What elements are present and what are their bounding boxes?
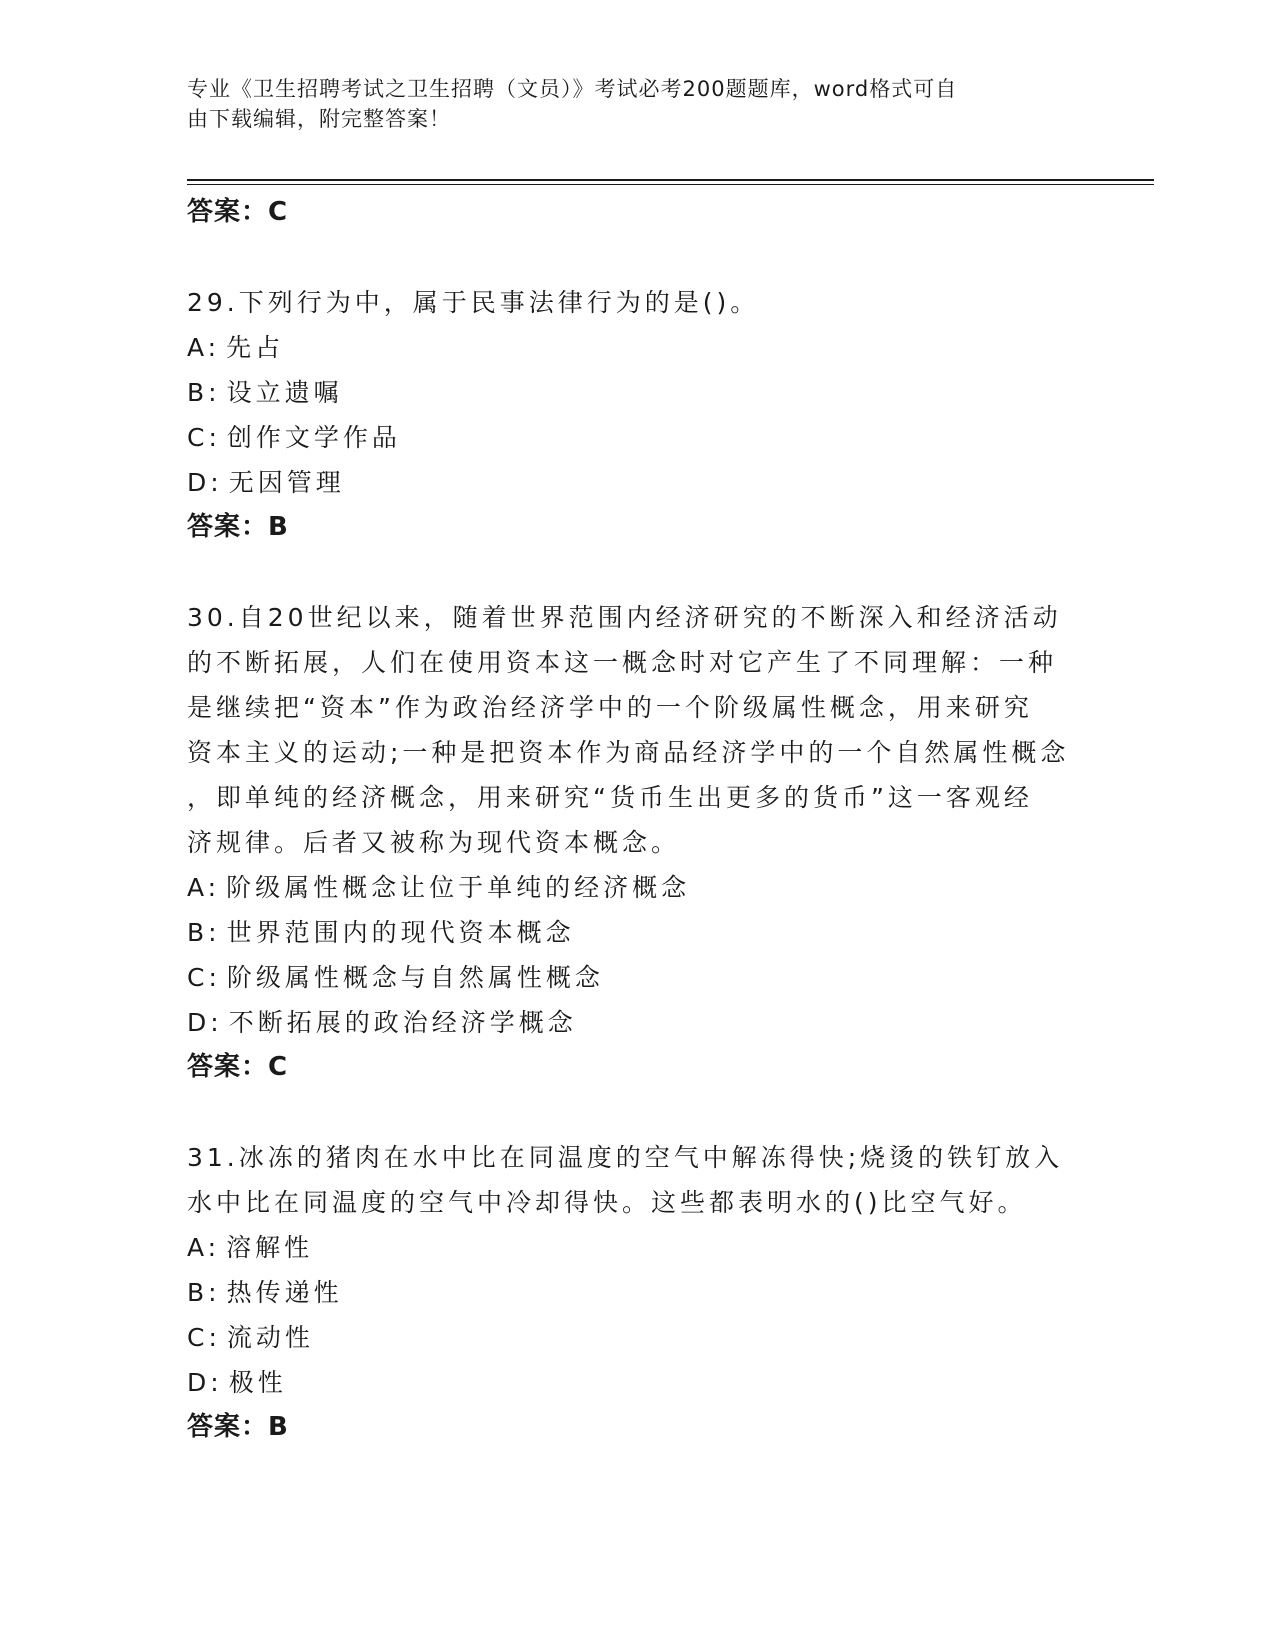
- document-body: [187, 190, 1087, 1450]
- option-text: 阶级属性概念与自然属性概念: [226, 963, 604, 992]
- option-letter: C:: [187, 423, 221, 452]
- option-letter: D:: [187, 468, 223, 497]
- option-d: [187, 1000, 1087, 1045]
- question-stem-line: 济规律。后者又被称为现代资本概念。: [187, 828, 681, 857]
- option-letter: A:: [187, 1233, 221, 1262]
- option-text: 世界范围内的现代资本概念: [226, 918, 575, 947]
- question-stem-line: 资本主义的运动;一种是把资本作为商品经济学中的一个自然属性概念: [187, 738, 1070, 767]
- option-b: [187, 910, 1087, 955]
- question-29: [187, 280, 1087, 550]
- option-text: 先占: [226, 333, 285, 362]
- option-a: [187, 325, 1087, 370]
- option-c: [187, 415, 1087, 460]
- header-line-1: 专业《卫生招聘考试之卫生招聘（文员）》考试必考200题题库，word格式可自: [187, 77, 958, 101]
- option-b: [187, 370, 1087, 415]
- answer-line: 答案：B: [187, 512, 289, 542]
- option-b: [187, 1270, 1087, 1315]
- option-letter: A:: [187, 333, 221, 362]
- option-c: [187, 1315, 1087, 1360]
- answer-line: 答案：B: [187, 1412, 289, 1442]
- option-text: 极性: [228, 1368, 287, 1397]
- option-letter: C:: [187, 963, 221, 992]
- spacer: [187, 235, 1087, 280]
- spacer: [187, 1090, 1087, 1135]
- question-stem-line: 30.自20世纪以来，随着世界范围内经济研究的不断深入和经济活动: [187, 603, 1062, 632]
- option-letter: A:: [187, 873, 221, 902]
- option-c: [187, 955, 1087, 1000]
- document-header: [187, 74, 1067, 134]
- header-divider-thin: [187, 184, 1154, 185]
- question-stem: [187, 280, 1087, 325]
- spacer: [187, 550, 1087, 595]
- option-letter: D:: [187, 1368, 223, 1397]
- question-30: [187, 595, 1087, 1090]
- question-stem-line: 的不断拓展，人们在使用资本这一概念时对它产生了不同理解：一种: [187, 648, 1058, 677]
- question-stem-line: 水中比在同温度的空气中冷却得快。这些都表明水的()比空气好。: [187, 1188, 1027, 1217]
- answer-line: 答案：C: [187, 1052, 289, 1082]
- option-a: [187, 865, 1087, 910]
- question-stem-line: ，即单纯的经济概念，用来研究“货币生出更多的货币”这一客观经: [187, 783, 1033, 812]
- question-stem-line: 29.下列行为中，属于民事法律行为的是()。: [187, 288, 760, 317]
- option-text: 流动性: [226, 1323, 314, 1352]
- header-line-2: 由下载编辑，附完整答案！: [187, 107, 451, 131]
- option-letter: C:: [187, 1323, 221, 1352]
- option-d: [187, 460, 1087, 505]
- question-stem-line: 31.冰冻的猪肉在水中比在同温度的空气中解冻得快;烧烫的铁钉放入: [187, 1143, 1064, 1172]
- question-stem-line: 是继续把“资本”作为政治经济学中的一个阶级属性概念，用来研究: [187, 693, 1033, 722]
- previous-answer: 答案：C: [187, 197, 289, 227]
- header-divider: [187, 179, 1154, 181]
- option-text: 无因管理: [228, 468, 345, 497]
- option-letter: B:: [187, 1278, 221, 1307]
- option-text: 溶解性: [226, 1233, 314, 1262]
- option-text: 热传递性: [226, 1278, 343, 1307]
- option-text: 设立遗嘱: [226, 378, 343, 407]
- option-a: [187, 1225, 1087, 1270]
- option-text: 创作文学作品: [226, 423, 401, 452]
- question-stem: [187, 595, 1087, 865]
- option-letter: D:: [187, 1008, 223, 1037]
- option-letter: B:: [187, 378, 221, 407]
- question-stem: [187, 1135, 1087, 1225]
- option-letter: B:: [187, 918, 221, 947]
- option-text: 阶级属性概念让位于单纯的经济概念: [226, 873, 691, 902]
- question-31: [187, 1135, 1087, 1450]
- option-text: 不断拓展的政治经济学概念: [228, 1008, 577, 1037]
- option-d: [187, 1360, 1087, 1405]
